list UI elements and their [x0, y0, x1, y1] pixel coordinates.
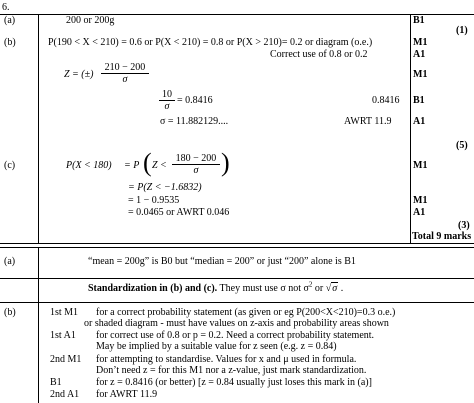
part-c-step4: = 0.0465 or AWRT 0.046	[128, 207, 230, 218]
part-b-line1-mark: M1	[413, 37, 428, 48]
part-b-sigma-mark: A1	[413, 116, 426, 127]
sqrt-symbol: √	[325, 283, 332, 294]
rule-notes-a-end	[0, 278, 474, 279]
part-c-eq-prefix: = P	[124, 160, 140, 171]
part-b-line1: P(190 < X < 210) = 0.6 or P(X < 210) = 0.8 or P(X > 210)= 0.2 or diagram (o.e.)	[48, 37, 373, 48]
notes-b-a1-2-label: 2nd A1	[50, 389, 80, 400]
part-b-label: (b)	[4, 37, 16, 48]
notes-b-a1-1-label: 1st A1	[50, 330, 76, 341]
part-b-z-num: 210 − 200	[104, 62, 146, 73]
part-a-mark: B1	[413, 15, 425, 26]
rule-notes-start	[0, 247, 474, 248]
notes-b-b1-label: B1	[50, 377, 62, 388]
standardization-text3: or	[312, 283, 326, 294]
notes-b-a1-1-text: for correct use of 0.8 or p = 0.2. Need a correct probability statement.	[96, 330, 375, 341]
standardization-end: .	[338, 283, 344, 294]
part-c-frac-num: 180 − 200	[175, 153, 217, 164]
notes-a-label: (a)	[4, 256, 16, 267]
part-b-z-fraction	[101, 62, 149, 85]
total-marks: Total 9 marks	[412, 231, 472, 242]
part-c-frac-den: σ	[172, 164, 220, 176]
part-c-lhs: P(X < 180)	[66, 160, 112, 171]
notes-b-m1-1-label: 1st M1	[50, 307, 79, 318]
rule-mark-col	[410, 14, 411, 243]
part-a-label: (a)	[4, 15, 16, 26]
part-b-awrt: AWRT 11.9	[344, 116, 392, 127]
notes-b-b1-text: for z = 0.8416 (or better) [z = 0.84 usually just loses this mark in (a)]	[96, 377, 372, 388]
rule-section-end	[0, 243, 474, 244]
standardization-heading: Standardization in (b) and (c).	[88, 283, 218, 294]
part-c-m1: M1	[413, 160, 428, 171]
rule-notes-label-col	[38, 247, 39, 403]
part-c-step2: = P(Z < −1.6832)	[128, 182, 202, 193]
part-c-step3-mark: M1	[413, 195, 428, 206]
part-c-fraction	[172, 153, 220, 176]
standardization-sup: 2	[308, 280, 313, 289]
notes-b-a1-1-text2: May be implied by a suitable value for z seen (e.g. z = 0.84)	[96, 341, 337, 352]
part-c-step4-mark: A1	[413, 207, 426, 218]
part-b-eq1-mark: B1	[413, 95, 425, 106]
notes-b-label: (b)	[4, 307, 16, 318]
notes-b-a1-2-text: for AWRT 11.9	[96, 389, 158, 400]
notes-b-m1-1-text: for a correct probability statement (as given or eg P(200<X<210)=0.3 o.e.)	[96, 307, 396, 318]
part-c-step3: = 1 − 0.9535	[128, 195, 180, 206]
part-b-eq1-num: 10	[162, 89, 172, 100]
part-b-eq1-den: σ	[159, 100, 175, 112]
part-c-z-part: Z <	[152, 160, 167, 171]
part-b-line2-mark: A1	[413, 49, 426, 60]
rule-label-col	[38, 14, 39, 243]
standardization-note	[88, 280, 344, 294]
notes-b-m1-1-text2: or shaded diagram - must have values on z-axis and probability areas shown	[84, 318, 389, 329]
notes-b-m1-2-text2: Don’t need z = for this M1 nor a z-value, just mark standardization.	[96, 365, 367, 376]
part-a-answer: 200 or 200g	[66, 15, 115, 26]
part-b-eq1-right: 0.8416	[372, 95, 400, 106]
part-b-z-prefix: Z = (±)	[64, 69, 94, 80]
part-b-line2: Correct use of 0.8 or 0.2	[270, 49, 368, 60]
standardization-text2: They must use σ not σ	[219, 283, 309, 294]
question-number: 6.	[2, 2, 10, 13]
rule-standardization-end	[0, 302, 474, 303]
part-b-z-den: σ	[101, 73, 149, 85]
part-b-total: (5)	[456, 140, 468, 151]
notes-a-text: “mean = 200g” is B0 but “median = 200” or just “200” alone is B1	[88, 256, 356, 267]
part-b-eq1-rhs: = 0.8416	[177, 95, 213, 106]
notes-b-m1-2-text: for attempting to standardise. Values for x and μ used in formula.	[96, 354, 357, 365]
part-c-label: (c)	[4, 160, 16, 171]
sqrt-body: σ	[332, 283, 338, 294]
part-a-total: (1)	[456, 25, 468, 36]
part-b-z-mark: M1	[413, 69, 428, 80]
notes-b-m1-2-label: 2nd M1	[50, 354, 82, 365]
part-c-total: (3)	[458, 220, 470, 231]
part-b-sigma-line: σ = 11.882129....	[160, 116, 229, 127]
part-c-right-paren: )	[221, 148, 230, 177]
part-b-eq1-fraction	[159, 89, 175, 112]
part-c-left-paren: (	[143, 148, 152, 177]
